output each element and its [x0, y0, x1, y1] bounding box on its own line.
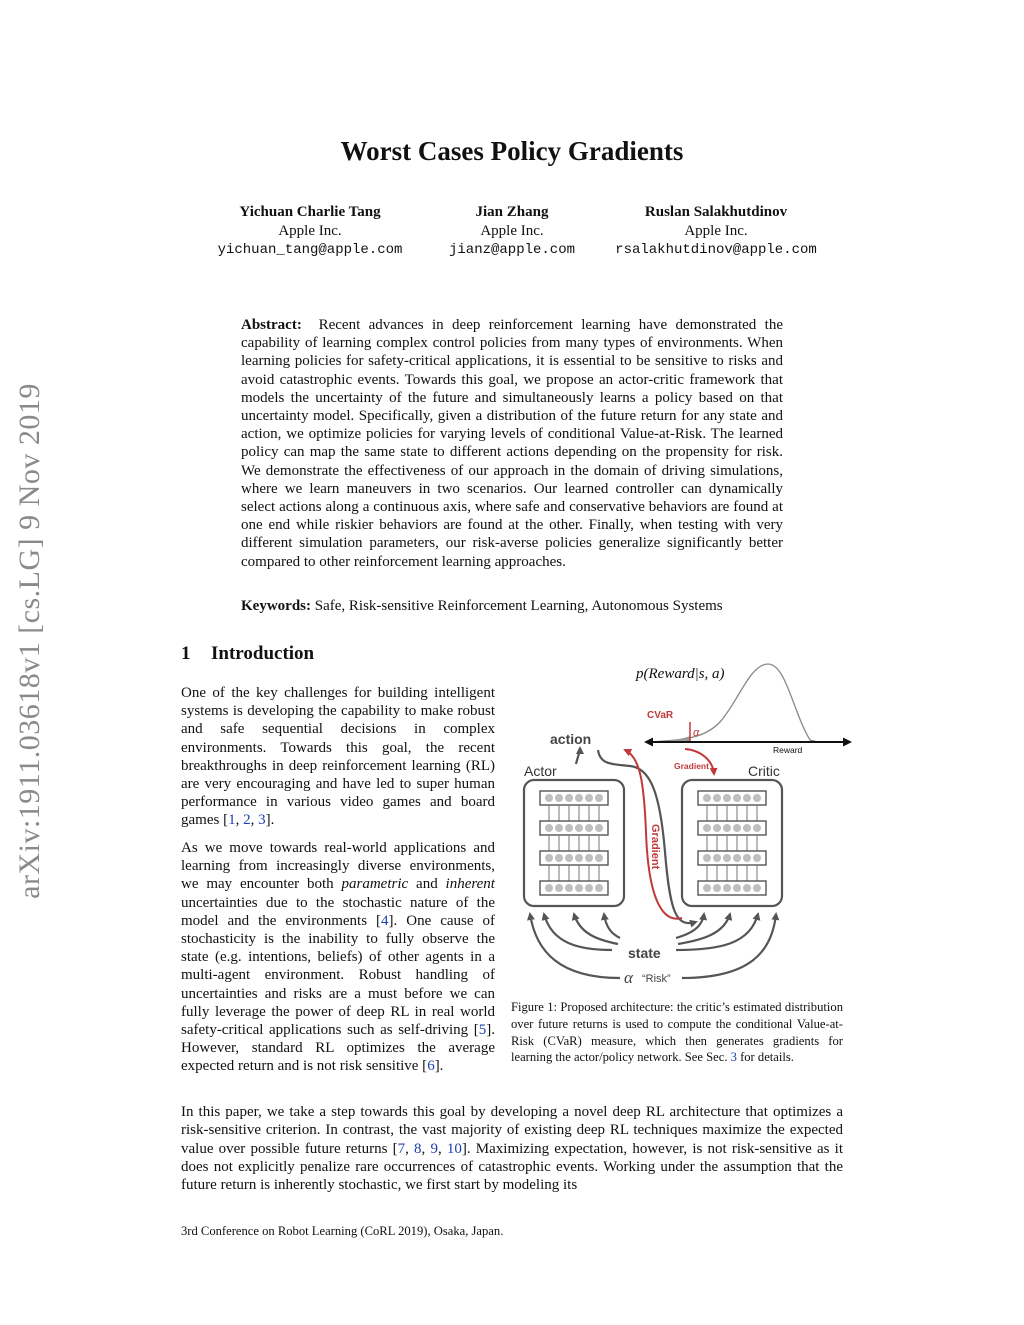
neuron [733, 794, 741, 802]
state-to-actor-arrow [574, 914, 618, 944]
author-email[interactable]: yichuan_tang@apple.com [217, 242, 403, 258]
citation-link[interactable]: 6 [427, 1058, 435, 1075]
neuron [595, 794, 603, 802]
neuron [585, 824, 593, 832]
reward-axis-label: Reward [773, 745, 803, 755]
neuron [545, 884, 553, 892]
author-email[interactable]: jianz@apple.com [448, 242, 576, 258]
neuron [545, 824, 553, 832]
conference-footer: 3rd Conference on Robot Learning (CoRL 2019), Osaka, Japan. [181, 1224, 504, 1238]
citation-link[interactable]: 9 [430, 1140, 438, 1157]
paragraph-text: and [408, 876, 446, 893]
neuron [713, 824, 721, 832]
neuron [703, 854, 711, 862]
neuron [595, 884, 603, 892]
neuron [575, 794, 583, 802]
density-label: p(Reward|s, a) [636, 666, 725, 682]
neuron [723, 884, 731, 892]
author-affiliation: Apple Inc. [480, 223, 544, 239]
neuron [743, 824, 751, 832]
intro-paragraph-3: In this paper, we take a step towards this goal by developing a novel deep RL architecture that optimizes a risk-sensitive criterion. In contrast, the vast majority of existing deep RL techniques maximize the expected value over possible future returns [7, 8, 9, 10]. Maximizing expectation, however, is not risk-sensitive as it does not explicitly penalize rare occurrences of catastrophic events. Working under the assumption that the future return is inherently stochastic, we first start by modeling its [181, 1104, 843, 1194]
neuron [753, 854, 761, 862]
abstract [241, 316, 783, 571]
abstract-text: Recent advances in deep reinforcement learning have demonstrated the capability of learning complex control policies from many types of environments. When learning policies for safety-critical applications, it is essential to be sensitive to risks and avoid catastrophic events. Towards this goal, we propose an actor-critic framework that models the uncertainty of the future and simultaneously learns a policy based on that uncertainty model. Specifically, given a distribution of the future return for any state and action, we optimize policies for varying levels of conditional Value-at-Risk. The learned policy can map the same state to different actions depending on the propensity for risk. We demonstrate the effectiveness of our approach in the domain of driving simulations, where we learn maneuvers in two scenarios. Our learned controller can dynamically select actions along a continuous axis, where safe and conservative behaviors are found at one end while riskier behaviors are found at the other. Finally, when testing with very different simulation parameters, our risk-averse policies generalize significantly better compared to other reinforcement learning approaches. [241, 317, 784, 570]
neuron [703, 794, 711, 802]
actor-label: Actor [524, 763, 557, 779]
neuron [703, 884, 711, 892]
abstract-label: Abstract: [241, 317, 302, 333]
citation-link[interactable]: 4 [381, 912, 389, 929]
neuron [723, 854, 731, 862]
neuron [575, 824, 583, 832]
neuron [545, 794, 553, 802]
neuron [753, 824, 761, 832]
neuron [565, 854, 573, 862]
risk-to-critic-arrow [682, 914, 776, 978]
neuron [743, 884, 751, 892]
citation-link[interactable]: 5 [478, 1022, 487, 1039]
gradient-vertical-label: Gradient [649, 824, 661, 870]
author-affiliation: Apple Inc. [278, 223, 342, 239]
paragraph-text: ]. [434, 1058, 444, 1075]
architecture-diagram [500, 652, 860, 992]
neuron [595, 824, 603, 832]
author-block [586, 203, 846, 260]
arxiv-id: arXiv:1911.03618v1 [cs.LG] 9 Nov 2019 [13, 382, 46, 899]
neuron [753, 794, 761, 802]
citation-link[interactable]: 3 [258, 812, 266, 829]
paragraph-text: As we move towards real-world applications and learning from increasingly diverse environments, we may encounter both [181, 840, 495, 893]
neuron [555, 884, 563, 892]
author-name: Jian Zhang [475, 204, 549, 220]
author-email[interactable]: rsalakhutdinov@apple.com [615, 242, 817, 258]
paragraph-text: In this paper, we take a step towards this goal by developing a novel deep RL architecture that optimizes a risk-sensitive criterion. In contrast, the vast majority of existing deep RL techniques maximize the expected value over possible future returns [ [181, 1104, 843, 1157]
author-affiliation: Apple Inc. [684, 223, 748, 239]
neuron [733, 824, 741, 832]
neuron [555, 794, 563, 802]
neuron [565, 794, 573, 802]
arxiv-sidebar [8, 353, 52, 928]
emphasis-text: parametric [341, 876, 409, 893]
figure-caption [511, 999, 843, 1066]
neuron [545, 854, 553, 862]
state-label: state [628, 945, 661, 961]
citation-link[interactable]: 10 [446, 1140, 462, 1157]
action-label: action [550, 731, 592, 747]
neuron [713, 794, 721, 802]
neuron [555, 854, 563, 862]
neuron [723, 824, 731, 832]
section-link[interactable]: 3 [730, 1050, 737, 1065]
neuron [723, 794, 731, 802]
citation-link[interactable]: 7 [397, 1140, 406, 1157]
neuron [585, 854, 593, 862]
paragraph-text: One of the key challenges for building intelligent systems is developing the capability to make robust and safe sequential decisions in complex environments. Towards this goal, the recent breakthroughs in deep reinforcement learning (RL) are very encouraging and have led to super human performance in various video games and board games [ [181, 685, 495, 829]
neuron [703, 824, 711, 832]
intro-paragraph-1: One of the key challenges for building intelligent systems is developing the capability to make robust and safe sequential decisions in complex environments. Towards this goal, the recent breakthroughs in deep reinforcement learning (RL) are very encouraging and have led to super human performance in various video games and board games [1, 2, 3]. [181, 685, 495, 829]
neuron [743, 794, 751, 802]
citation-link[interactable]: 8 [414, 1140, 422, 1157]
figure-1 [500, 652, 860, 992]
keywords-label: Keywords: [241, 598, 311, 614]
keywords [241, 597, 801, 615]
section-title: Introduction [211, 643, 315, 664]
neuron [575, 884, 583, 892]
section-heading [181, 643, 314, 665]
neuron [585, 794, 593, 802]
risk-label: “Risk” [642, 973, 671, 985]
neuron [565, 884, 573, 892]
neuron [595, 854, 603, 862]
cvar-label: CVaR [647, 710, 674, 721]
citation-link[interactable]: 2 [243, 812, 251, 829]
neuron [733, 854, 741, 862]
neuron [733, 884, 741, 892]
citation-link[interactable]: 1 [228, 812, 236, 829]
neuron [555, 824, 563, 832]
paragraph-text: ]. [265, 812, 275, 829]
neuron [743, 854, 751, 862]
caption-text: Figure 1: Proposed architecture: the critic’s estimated distribution over future returns is used to compute the conditional Value-at-Risk (CVaR) measure, which then generates gradients for learning the actor/policy network. See Sec. [511, 1000, 843, 1065]
neuron [713, 884, 721, 892]
neuron [713, 854, 721, 862]
critic-label: Critic [748, 763, 780, 779]
alpha-marker-label: α [693, 727, 700, 739]
keywords-text: Safe, Risk-sensitive Reinforcement Learning, Autonomous Systems [314, 598, 723, 614]
caption-text: for details. [736, 1050, 794, 1065]
paragraph-text: ]. One cause of stochasticity is the inability to fully observe the state (e.g. intentions, beliefs) of other agents in a multi-agent environment. Robust handling of uncertainties and risks are a must before we can fully leverage the power of deep RL in real world safety-critical applications such as self-driving [ [181, 912, 495, 1039]
emphasis-text: inherent [445, 876, 495, 893]
author-name: Ruslan Salakhutdinov [644, 204, 788, 220]
state-to-actor-arrow [604, 914, 620, 938]
neuron [575, 854, 583, 862]
gradient-small-label: Gradient [674, 761, 709, 771]
paragraph-text: ]. However, standard RL optimizes the average expected return and is not risk sensitive [ [181, 1022, 495, 1075]
actor-to-action-arrow [576, 748, 580, 764]
alpha-label: α [624, 968, 633, 987]
intro-paragraph-2 [181, 839, 495, 1076]
author-name: Yichuan Charlie Tang [239, 204, 381, 220]
section-number: 1 [181, 643, 191, 664]
state-to-actor-arrow [544, 914, 612, 950]
neuron [585, 884, 593, 892]
paper-title: Worst Cases Policy Gradients [340, 136, 684, 166]
neuron [565, 824, 573, 832]
paragraph-text: ]. Maximizing expectation, however, is not risk-sensitive as it does not explicitly penalize rare occurrences of catastrophic events. Working under the assumption that the future return is inherently stochastic, we first start by modeling its [181, 1140, 843, 1194]
paragraph-text: uncertainties due to the stochastic nature of the model and the environments [ [181, 894, 495, 929]
neuron [753, 884, 761, 892]
